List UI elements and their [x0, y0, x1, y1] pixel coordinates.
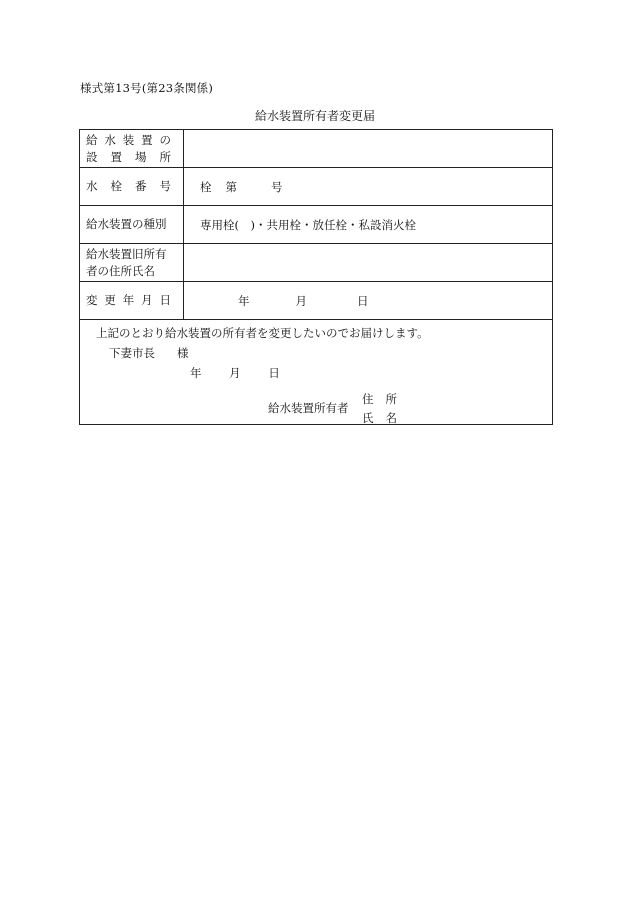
- field-previous-owner[interactable]: [184, 244, 553, 282]
- row-device-type: [80, 206, 553, 244]
- form-title: 給水装置所有者変更届: [254, 109, 375, 123]
- field-hydrant-number[interactable]: [184, 168, 553, 206]
- submission-day: 日: [268, 366, 280, 380]
- hydrant-ordinal: 第: [225, 179, 237, 194]
- label-previous-owner: 給水装置旧所有 者の住所氏名: [80, 244, 184, 282]
- field-change-date[interactable]: [184, 282, 553, 320]
- owner-label: 給水装置所有者: [268, 401, 349, 415]
- row-hydrant-number: [80, 168, 553, 206]
- hydrant-prefix: 栓: [200, 179, 212, 194]
- label-installation-location: 給 水 装 置 の 設 置 場 所: [80, 130, 184, 168]
- owner-name-label[interactable]: 氏 名: [362, 411, 397, 425]
- hydrant-suffix: 号: [271, 179, 283, 194]
- notice-statement: 上記のとおり給水装置の所有者を変更したいのでお届けします。: [96, 326, 429, 340]
- submission-year: 年: [190, 366, 202, 380]
- submission-date[interactable]: [190, 365, 280, 381]
- form-number: 様式第13号(第23条関係): [80, 81, 214, 95]
- label-hydrant-number: 水 栓 番 号: [80, 168, 184, 206]
- row-change-date: [80, 282, 553, 320]
- submission-month: 月: [229, 366, 241, 380]
- row-notice: [80, 320, 553, 425]
- field-installation-location[interactable]: [184, 130, 553, 168]
- change-date-day: 日: [357, 293, 369, 308]
- row-previous-owner: [80, 244, 553, 282]
- addressee: 下妻市長 様: [109, 346, 189, 360]
- owner-address-label[interactable]: 住 所: [362, 392, 397, 406]
- label-device-type: 給水装置の種別: [80, 206, 184, 244]
- change-date-month: 月: [295, 293, 307, 308]
- field-device-type[interactable]: 専用栓( )・共用栓・放任栓・私設消火栓: [184, 206, 553, 244]
- notice-block: [80, 320, 553, 425]
- change-date-year: 年: [238, 293, 250, 308]
- label-change-date: 変 更 年 月 日: [80, 282, 184, 320]
- row-installation-location: [80, 130, 553, 168]
- notification-form-table: [79, 129, 553, 425]
- owner-fields: [362, 390, 397, 428]
